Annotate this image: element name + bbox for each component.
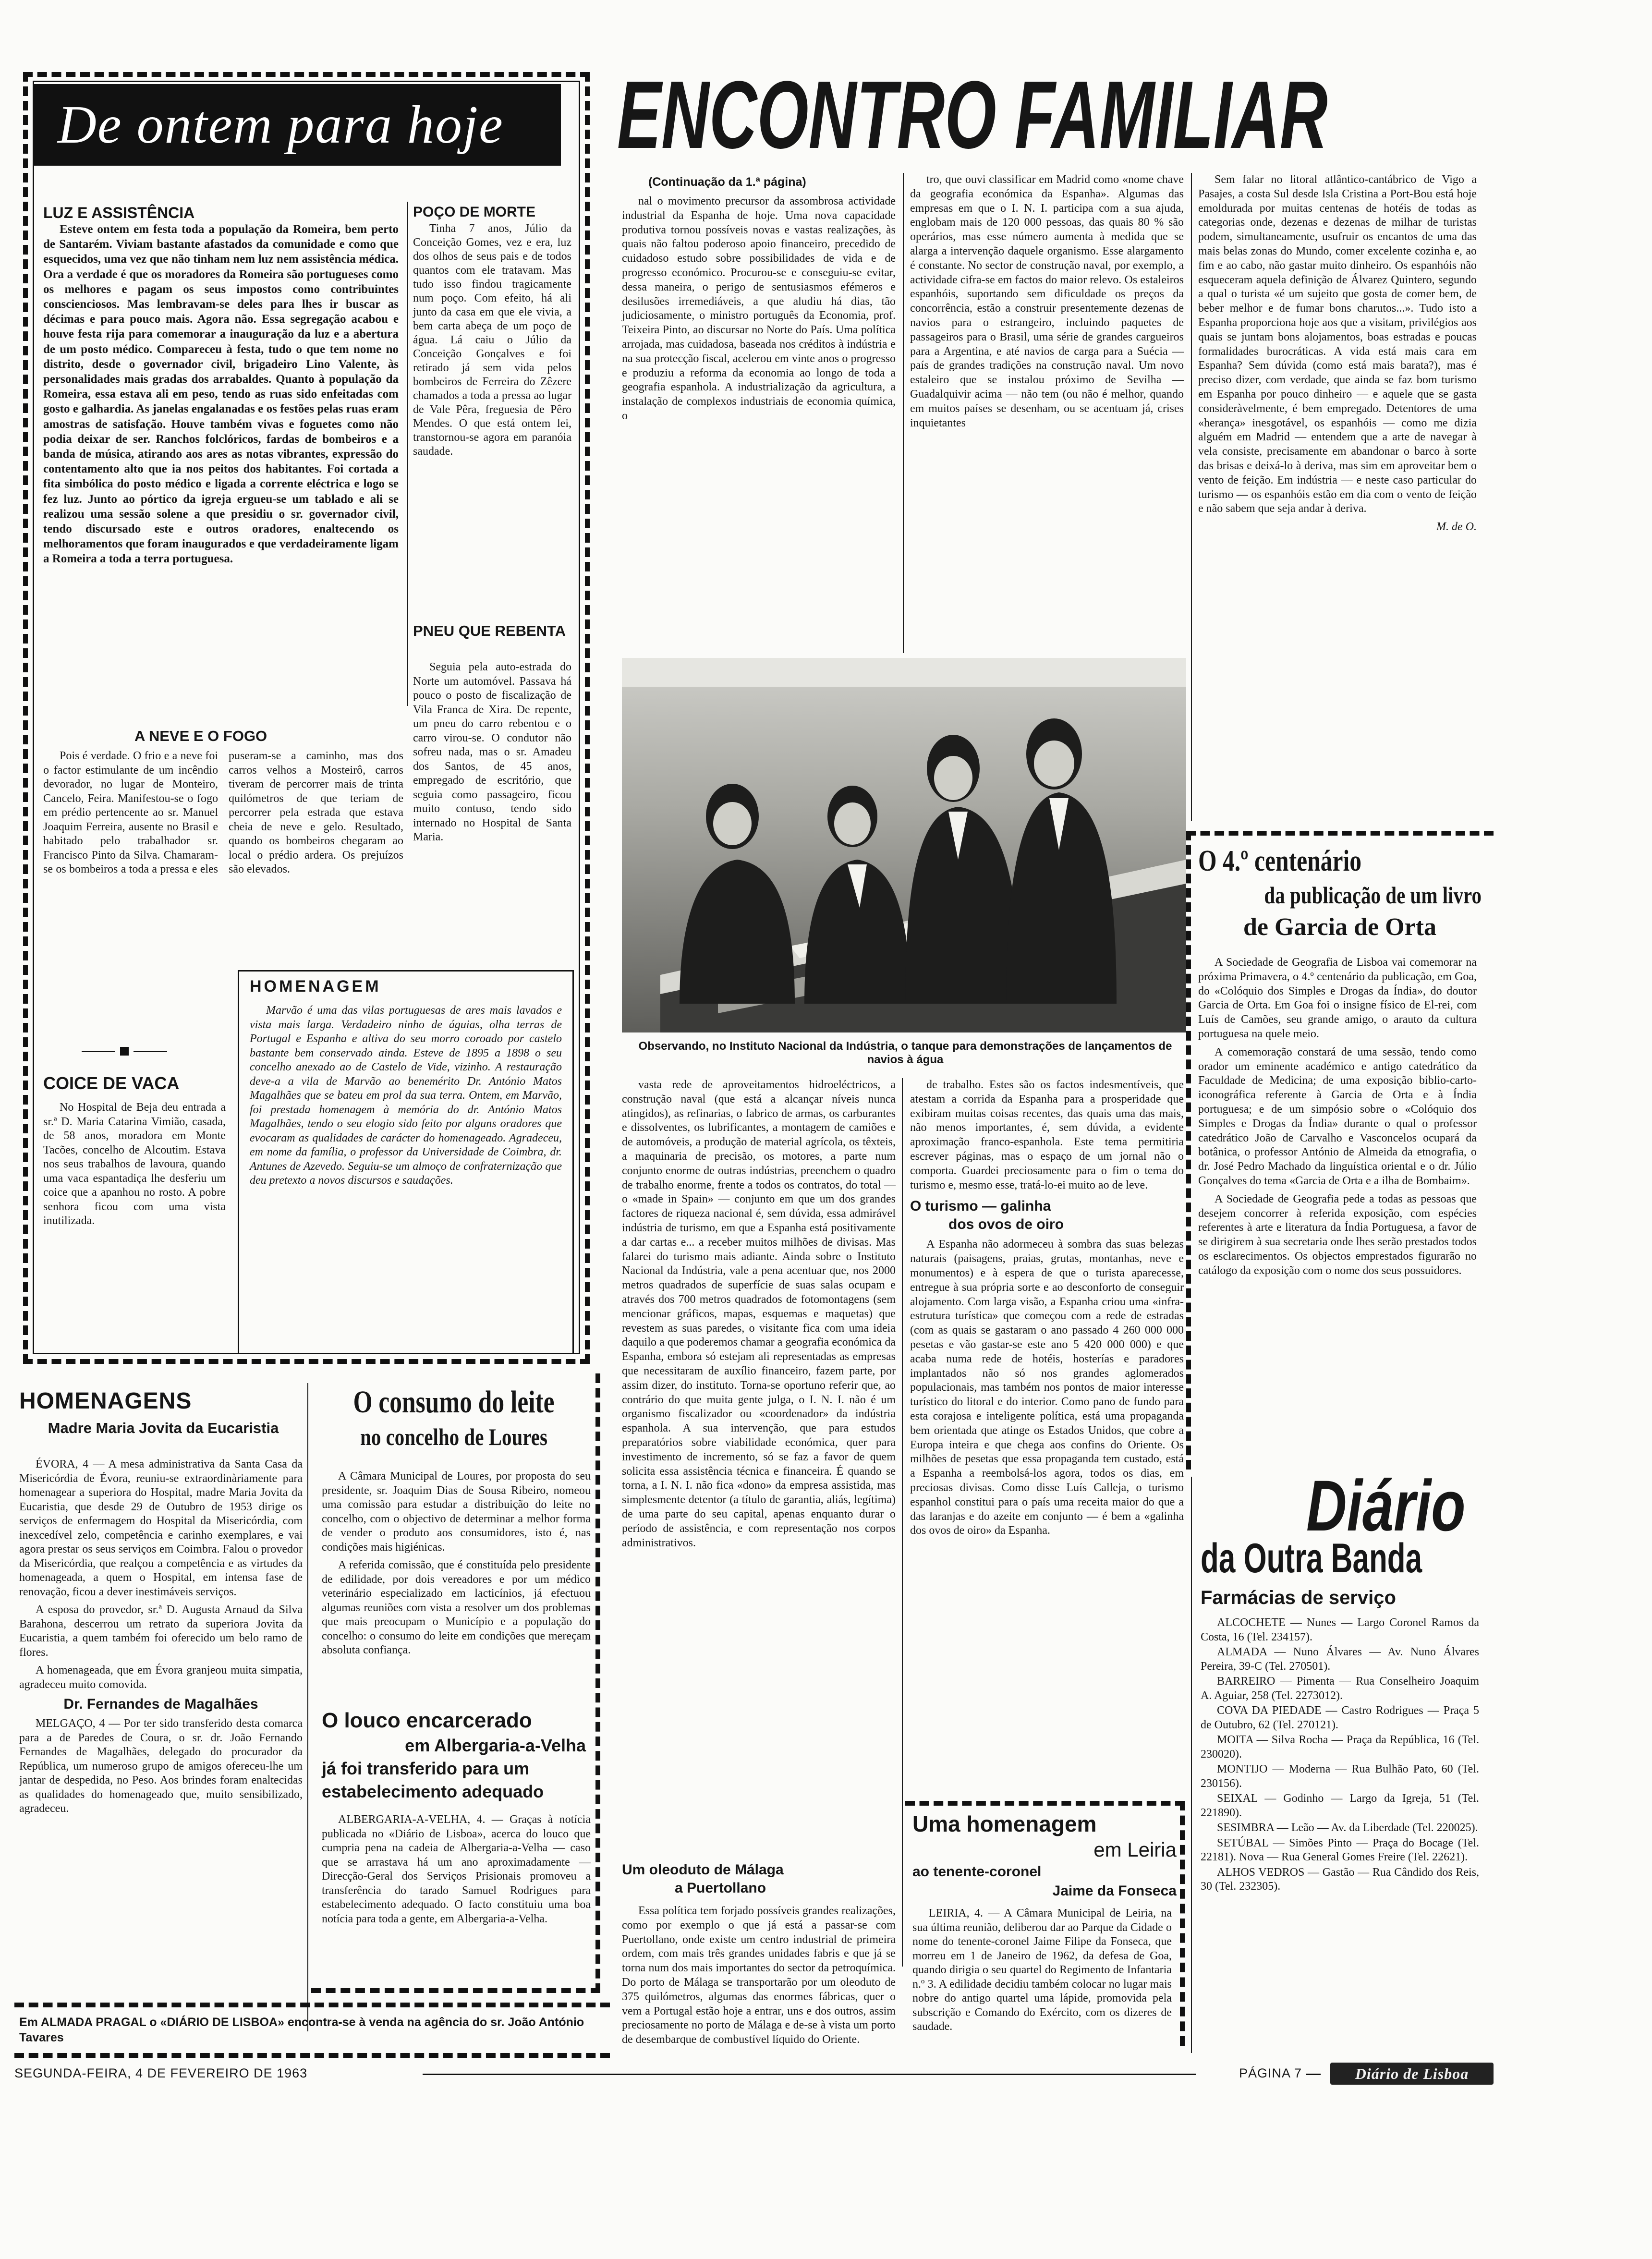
louco-title-line4: estabelecimento adequado [322, 1782, 544, 1801]
encontro-col1-paragraph: nal o movimento precursor da assombrosa actividade industrial da Espanha de hoje. Uma nova capacidade produtiva tornou possíveis novas e vastas realizações, às quais não faltou poderoso apoio financeiro, precedido de cuidadoso estudo sobre possibilidades de vida e de progresso económico. Procurou-se e conseguiu-se evitar, dessa maneira, o perigo de sentusiasmos efémeros e desilusões irremediáveis, a que aludiu há dias, tão judiciosamente, o ministro português da Economia, prof. Teixeira Pinto, ao discursar no Norte do País. Uma política arrojada, mas cuidadosa, baseada nos créditos à indústria e na sua protecção fiscal, acelerou em vinte anos o progresso e produziu a reforma da economia ao longo de toda a geografia espanhola. A industrialização da agricultura, a instalação de complexos industriais de economia química, o [622, 195, 896, 422]
leiria-body [912, 1907, 1172, 2038]
diario-entry: ALMADA — Nuno Álvares — Av. Nuno Álvares Pereira, 39-C (Tel. 270501). [1201, 1646, 1479, 1673]
encontro-col2 [910, 173, 1184, 434]
left-box-title: De ontem para hoje [58, 95, 504, 155]
encontro-col3-paragraph: Sem falar no litoral atlântico-cantábrico de Vigo a Pasajes, a costa Sul desde Isla Cristina a Port-Bou está hoje emoldurada por muitas centenas de hotéis de todas as categorias onde, dezenas e dezenas de milhar de turistas podem, simultaneamente, usufruir os encantos de uma das mais belas zonas do Mundo, comer excelente cozinha e, ao fim e ao cabo, não gastar muito dinheiro. Os espanhóis não esqueceram aquela definição de Álvarez Quintero, segundo a qual o turista «é um sujeito que gosta de comer bem, de beber melhor e de fumar bons charutos...». Tudo isto a Espanha proporciona hoje aos que a visitam, privilégios aos quais se juntam bons alojamentos, boas estradas e poucas formalidades burocráticas. A vida está mais cara em Espanha? Sem dúvida (como está mais barata?), mas é preciso dizer, com verdade, que ainda se faz bom turismo em Espanha por pouco dinheiro — e aquele que se gasta consideràvelmente, é bem empregado. Detentores de uma «herança» inesgotável, os espanhóis — como me dizia alguém em Madrid — entendem que a arte de navegar à vela consiste, precisamente em abandonar o barco à sorte das brisas e deixá-lo à deriva, mas sim em aproveitar bem o vento de feição. Em indústria — e neste caso particular do turismo — os espanhóis estão em dia com o vento de feição e não sabem que seja andar à deriva. [1198, 173, 1477, 515]
homenagem-box-paragraph: Marvão é uma das vilas portuguesas de ares mais lavados e vista mais larga. Verdadeiro ninho de águias, olha terras de Portugal e Espanha e altiva do seu morro coroado por castelo bastante bem conservado ainda. Esteve de 1895 a 1898 o seu concelho anexado ao de Castelo de Vide, vizinho. A restauração deve-a a vila de Marvão ao benemérito Dr. António Matos Magalhães que se bateu em prol da sua terra. Ontem, em Marvão, foi prestada homenagem à memória do dr. António Matos Magalhães, tendo o seu elogio sido feito por alguns oradores que evocaram as qualidades de carácter do homenageado. Agradeceu, em nome da família, o professor da Universidade de Coimbra, dr. Antunes de Azevedo. Seguiu-se um almoço de confraternização que deu pretexto a novos discursos e saudações. [250, 1004, 562, 1187]
coice-separator [82, 1047, 168, 1056]
homenagens-heading: HOMENAGENS [19, 1388, 192, 1414]
homenagens-p3: A homenageada, que em Évora granjeou muita simpatia, agradeceu muito comovida. [19, 1664, 303, 1691]
pneu-body [413, 660, 571, 849]
oleoduto-heading-line2: a Puertollano [675, 1880, 766, 1896]
almada-notice-rule-top [14, 2003, 610, 2012]
pneu-heading [413, 622, 567, 640]
garcia-title [1198, 843, 1482, 944]
photo-caption: Observando, no Instituto Nacional da Indústria, o tanque para demonstrações de lançamentos de navios à água [638, 1040, 1172, 1066]
diario-entry: COVA DA PIEDADE — Castro Rodrigues — Praça 5 de Outubro, 62 (Tel. 270121). [1201, 1704, 1479, 1731]
almada-notice-rule-bottom [14, 2053, 610, 2063]
diario-top-rule [1191, 1477, 1192, 2053]
footer-masthead-text: Diário de Lisboa [1355, 2065, 1469, 2082]
oleoduto-heading-line1: Um oleoduto de Málaga [622, 1862, 784, 1878]
leite-title-line1: O consumo do leite [353, 1385, 555, 1420]
diario-entry: ALCOCHETE — Nunes — Largo Coronel Ramos da Costa, 16 (Tel. 234157). [1201, 1616, 1479, 1643]
encontro-rule-1 [903, 173, 904, 653]
leiria-title-line4: Jaime da Fonseca [1052, 1883, 1177, 1899]
louco-title [322, 1707, 595, 1803]
coice-paragraph: No Hospital de Beja deu entrada a sr.ª D. Maria Catarina Vimião, casada, de 58 anos, moradora em Monte Tacões, concelho de Alcoutim. Estava nos seus trabalhos de lavoura, quando uma vaca espantadiça lhe desferiu um coice que a apanhou no rosto. A pobre senhora ficou com uma vista inutilizada. [43, 1101, 226, 1227]
footer-page: PÁGINA 7 [1239, 2066, 1302, 2080]
industry-photo [622, 658, 1186, 1032]
homenagens-sub2: Dr. Fernandes de Magalhães [63, 1696, 258, 1712]
neve-body [43, 749, 403, 879]
homenagens-sub1-text: Madre Maria Jovita da Eucaristia [48, 1420, 279, 1436]
luz-column-rule [407, 202, 408, 706]
diario-entry: ALHOS VEDROS — Gastão — Rua Cândido dos Reis, 30 (Tel. 232305). [1201, 1866, 1479, 1893]
garcia-title-line3: de Garcia de Orta [1243, 913, 1436, 941]
encontro-title-text: ENCONTRO FAMILIAR [617, 67, 1328, 163]
diario-entry: SEIXAL — Godinho — Largo da Igreja, 51 (Tel. 221890). [1201, 1792, 1479, 1819]
diario-title [1306, 1470, 1498, 1542]
pneu-paragraph: Seguia pela auto-estrada do Norte um automóvel. Passava há pouco o posto de fiscalização de Vila Franca de Xira. De repente, um pneu do carro rebentou e o carro virou-se. O condutor não sofreu nada, mas o sr. Amadeu dos Santos, de 45 anos, empregado de escritório, que seguia como passageiro, ficou muito contuso, tendo sido internado no Hospital de Santa Maria. [413, 661, 571, 843]
neve-paragraph: Pois é verdade. O frio e a neve foi o factor estimulante de um incêndio devorador, no lugar de Monteiro, Cancelo, Feira. Manifestou-se o fogo em prédio pertencente ao sr. Manuel Joaquim Ferreira, ausente no Brasil e habitado pelo trabalhador sr. Francisco Pinto da Silva. Chamaram-se os bombeiros a toda a pressa e eles puseram-se a caminho, mas dos carros velhos a Mosteirô, carros tiveram de percorrer mais de trinta quilómetros de que teriam de percorrer pela estrada que estava cheia de neve e gelo. Resultado, quando os bombeiros chegaram ao local o prédio ardera. Os prejuízos são elevados. [43, 750, 403, 875]
homenagens-p1: ÉVORA, 4 — A mesa administrativa da Santa Casa da Misericórdia de Évora, reuniu-se extraordinàriamente para homenagear a superiora do Hospital, madre Maria Jovita da Eucaristia, que desde 29 de Outubro de 1953 dirige os serviços de enfermagem do Hospital da Misericórdia, com inexcedível zelo, competência e carinho exemplares, e vai agora prestar os seus serviços em Coimbra. Falou o provedor da Misericórdia, que realçou a competência e as virtudes da homenageada, a quem o Hospital, em intensa fase de renovação, ficou a dever inestimáveis serviços. [19, 1458, 303, 1598]
leiria-title-line3: ao tenente-coronel [912, 1864, 1042, 1880]
diario-subtitle [1201, 1534, 1489, 1582]
diario-entry: MONTIJO — Moderna — Rua Bulhão Pato, 60 (Tel. 230156). [1201, 1763, 1479, 1790]
garcia-p3: A Sociedade de Geografia pede a todas as pessoas que desejem concorrer à referida exposição, com espécies referentes à arte e literatura da Índia Portuguesa, a favor de se dirigirem à sua secretaria onde lhes serão prestados todos os esclarecimentos. Os objectos emprestados figurarão no catálogo da exposição com o nome dos seus possuidores. [1198, 1192, 1477, 1277]
garcia-p2: A comemoração constará de uma sessão, tendo como orador um eminente académico e antigo catedrático da Faculdade de Medicina; de uma exposição biblio-carto-iconográfica referente à Garcia de Orta e à Índia portuguesa; e de um simpósio sobre o «Colóquio dos Simples e Drogas da Índia» durante o qual o professor catedrático João de Carvalho e Vasconcelos ocupará da botânica, o professor António de Almeida da etnografia, o dr. José Pedro Machado da linguística oriental e o dr. Júlio Gonçalves do tema «Garcia de Orta e a ilha de Bombaim». [1198, 1045, 1477, 1187]
oleoduto-paragraph: Essa política tem forjado possíveis grandes realizações, como por exemplo o que já está a passar-se com Puertollano, onde existe um centro industrial de primeira ordem, com mais três grandes unidades fabris e que já se torna num dos mais importantes do sector da petroquímica. Do porto de Málaga se transportarão por um oleoduto de 375 quilómetros, algumas das enormes fábricas, quer o vem a Portugal estão hoje a entrar, uns e dos outros, assim preciosamente no porto de Málaga e de-se à vista um porto de desembarque de combustível líquido do Oriente. [622, 1905, 896, 2046]
garcia-body [1198, 956, 1477, 1282]
garcia-title-line2: da publicação de um livro [1264, 882, 1482, 909]
diario-subtitle-text: da Outra Banda [1201, 1535, 1422, 1581]
encontro-rule-2 [1191, 173, 1192, 821]
encontro-col3 [1198, 173, 1477, 534]
footer-rule-right [1306, 2074, 1321, 2075]
louco-title-line3: já foi transferido para um [322, 1759, 530, 1778]
leiria-title [912, 1810, 1181, 1901]
encontro-continuation: (Continuação da 1.ª página) [648, 175, 806, 189]
diario-title-text: Diário [1306, 1470, 1466, 1542]
diario-entries [1201, 1616, 1479, 1895]
diario-entry: SESIMBRA — Leão — Av. da Liberdade (Tel. 220025). [1217, 1822, 1478, 1834]
poco-paragraph: Tinha 7 anos, Júlio da Conceição Gomes, vez e era, luz dos olhos de seus pais e de todos quantos com ele tratavam. Mas tudo isso findou tragicamente num poço. Com efeito, há ali junto da casa em que ele vivia, a bem carta abeça de um poço de água. Lá caiu o Júlio da Conceição Gonçalves e foi retirado já sem vida pelos bombeiros de Ferreira do Zêzere chamados a toda a pressa ao lugar de Vale Pêra, freguesia de Pêro Mendes. O que está ontem lei, transtornou-se agora em paranóia saudade. [413, 222, 571, 458]
garcia-title-line1: O 4.º centenário [1198, 845, 1362, 877]
leiria-title-line1: Uma homenagem [912, 1811, 1097, 1836]
diario-entry: MOITA — Silva Rocha — Praça da República, 16 (Tel. 230020). [1201, 1734, 1479, 1761]
luz-body [43, 222, 399, 571]
diario-entry: SETÚBAL — Simões Pinto — Praça do Bocage (Tel. 22181). Nova — Rua General Gomes Freire (Tel. 22621). [1201, 1836, 1479, 1863]
leite-title-line2: no concelho de Loures [360, 1423, 547, 1450]
louco-title-line2: em Albergaria-a-Velha [405, 1736, 586, 1755]
footer-rule-left [423, 2074, 1196, 2075]
luz-paragraph: Esteve ontem em festa toda a população da Romeira, bem perto de Santarém. Viviam bastante afastados da comunidade e como que esquecidos, uma vez que não tinham nem luz nem assistência médica. Ora a verdade é que os moradores da Romeira são portugueses como os melhores e pagam os seus impostos como contribuintes conscienciosos. Mas lembravam-se deles para lhes ir buscar as décimas e para pouco mais. Agora não. Essa segregação acabou e houve festa rija para comemorar a inauguração da luz e a abertura de um posto médico. Compareceu à festa, tudo o que tem nome no distrito, desde o governador civil, brigadeiro Lino Valente, às personalidades mais gradas dos arrabaldes. Quanto à população da Romeira, essa estava ali em peso, tendo as ruas sido enfeitadas com gosto e galhardia. As janelas engalanadas e os festões pelas ruas eram amostras de satisfação. Houve também vivas e foguetes como não podia deixar de ser. Ranchos folclóricos, fardas de bombeiros e a banda de música, atirando aos ares as notas vibrantes, expressão do contentamento alto que ia nos peitos dos habitantes. Foi cortada a fita simbólica do posto médico e ligada a corrente eléctrica e logo se fez luz. Junto ao pórtico da igreja ergueu-se um tablado e ali se realizou uma sessão solene a que presidiu o sr. governador civil, tendo discursado este e outros oradores, enaltecendo os melhoramentos que foram inaugurados e que verdadeiramente ligam a Romeira a toda a terra portuguesa. [43, 223, 399, 566]
turismo-heading-line2: dos ovos de oiro [948, 1216, 1064, 1233]
encontro-col5b-paragraph: A Espanha não adormeceu à sombra das suas belezas naturais (paisagens, praias, grutas, montanhas, neve e monumentos) e à espera de que o turista aparecesse, entregue à sua própria sorte e ao desconforto de conseguir alojamento. Com larga visão, a Espanha criou uma «infra-estrutura turística» que começou com a rede de estradas (com as quais se gastaram o ano passado 4 260 000 000 pesetas e vão gastar-se este ano 5 420 000 000) e que acaba numa rede de hotéis, hosterías e paradores implantados não só nos grandes aglomerados populacionais, mas também nos pontos de maior interesse turístico do litoral e do interior. Como pano de fundo para esta corajosa e inteligente política, está uma propaganda bem orientada que atinge os Estados Unidos, que cobre a Europa inteira e que chega aos confins do Oriente. Os milhões de pesetas que essa propaganda tem custado, está a Espanha a reembolsá-los agora, todos os dias, em preciosas divisas. Como disse Luís Calleja, o turismo espanhol constitui para o país uma receita maior do que a das laranjas e do azeite em conjunto — é bem a «galinha dos ovos de oiro» da Espanha. [910, 1238, 1184, 1537]
homenagem-box-body [250, 1004, 562, 1192]
homenagens-p2: A esposa do provedor, sr.ª D. Augusta Arnaud da Silva Barahona, descerrou um retrato da superiora Jovita da Eucaristia, a quem também foi oferecido um belo ramo de flores. [19, 1603, 303, 1659]
homenagens-p4: MELGAÇO, 4 — Por ter sido transferido desta comarca para a de Paredes de Coura, o sr. dr. João Fernando Fernandes de Magalhães, delegado do procurador da República, um numeroso grupo de amigos ofereceu-lhe um jantar de despedida, no Peso. Aos brindes foram enaltecidas as qualidades do homenageado que, muito sensibilizado, agradeceu. [19, 1717, 303, 1815]
encontro-signature: M. de O. [1436, 521, 1477, 534]
encontro-col1 [622, 194, 896, 427]
poco-heading: POÇO DE MORTE [413, 204, 536, 220]
encontro-col4-paragraph: vasta rede de aproveitamentos hidroeléctricos, a construção naval (que está a alcançar níveis nunca atingidos), as refinarias, o fabrico de armas, os carburantes e dissolventes, os lubrificantes, a montagem de camiões e de automóveis, a produção de material agrícola, os têxteis, a maquinaria de precisão, os motores, a parte num conjunto enorme de outras indústrias, preenchem o quadro de trabalho enorme, frente a todos os contratos, do total — o «made in Spain» — conjunto em que um dos grandes factores de riqueza nacional é, sem dúvida, essa admirável indústria de turismo, em que a Espanha está positivamente a dar cartas e... a receber muitos milhões de divisas. Mas falarei do turismo mais adiante. Ainda sobre o Instituto Nacional da Indústria, vale a pena acentuar que, nos 2000 metros quadrados de superfície de suas salas ocupam e através dos 700 metros quadrados de fotomontagens (sem mencionar gráficos, mapas, esquemas e maquetas) que revestem as suas paredes, o visitante fica com uma ideia daquilo a que poderemos chamar a geografia económica da Espanha, embora só estejam ali representadas as empresas que necessitaram de auxílio financeiro, fazem parte, por assim dizer, do instituto. Torna-se oportuno referir que, ao contrário do que muita gente julga, o I. N. I. não é um organismo fiscalizador ou «coordenador» da indústria espanhola. A sua intervenção, que para estudos preparatórios sobre viabilidade económica, quer para investimento de incremento, só se faz a favor de quem solicita essa assistência técnica e financeira. É quando se torna, a I. N. I. não fica «dono» da empresa assistida, mas simplesmente detentor (a título de garantia, aliás, legítima) de uma parte do seu capital, apenas enquanto durar o período de assistência, e com representação nos corpos administrativos. [622, 1079, 896, 1549]
encontro-col2-paragraph: tro, que ouvi classificar em Madrid como «nome chave da geografia económica da Espanha». Algumas das empresas em que o I. N. I. participa com a sua ajuda, englobam mais de 120 000 pessoas, das quais 80 % são operários, mas esse número aumenta à medida que se alarga a intervenção daquele organismo. Esse alargamento é constante. No sector de construção naval, por exemplo, a actividade cifra-se em factos do maior relevo. Os estaleiros espanhóis, suportando sem dificuldade os preços da concorrência, estão a construir presentemente dezenas de navios para o estrangeiro, incluindo paquetes de passageiros para o Brasil, uma série de grandes cargueiros para a Argentina, e até navios de carga para a Suécia — país de grandes tradições na construção naval. Um novo estaleiro que se instalou próximo de Sevilha — Guadalquivir acima — não tem (ou não é melhor, quando em muitos países se desenham, ou se acentuam já, crises inquietantes [910, 173, 1184, 429]
louco-paragraph: ALBERGARIA-A-VELHA, 4. — Graças à notícia publicada no «Diário de Lisboa», acerca do louco que cumpria pena na cadeia de Albergaria-a-Velha — caso que se arrastava há um ano aproximadamente — Direcção-Geral dos Serviços Prisionais promoveu a transferência do tarado Samuel Rodrigues para estabelecimento adequado. O facto constituiu uma boa notícia para toda a gente, em Albergaria-a-Velha. [322, 1813, 591, 1925]
homenagens-sub1 [38, 1419, 288, 1437]
homenagens-body [19, 1457, 303, 1820]
encontro-col5 [910, 1078, 1184, 1542]
oleoduto-body [622, 1904, 896, 2051]
louco-title-line1: O louco encarcerado [322, 1709, 532, 1732]
leiria-paragraph: LEIRIA, 4. — A Câmara Municipal de Leiria, na sua última reunião, deliberou dar ao Parque da Cidade o nome do tenente-coronel Jaime Filipe da Fonseca, que morreu em 1 de Janeiro de 1962, da defesa de Goa, quando dirigia o seu quartel do Regimento de Infantaria n.º 3. A edilidade decidiu também colocar no lugar mais nobre do antigo quartel uma lápide, promovida pela subscrição e Comando do Exército, com os dizeres de saudade. [912, 1907, 1172, 2033]
homenagens-column-rule [307, 1383, 308, 2031]
leite-p2: A referida comissão, que é constituída pelo presidente de edilidade, por dois vereadores e por um médico veterinário especializado em lacticínios, já efectuou algumas reuniões com vista a resolver um dos problemas que mais preocupam o Município e a população do concelho: o consumo do leite em condições que mereçam absoluta confiança. [322, 1559, 591, 1656]
footer-date: SEGUNDA-FEIRA, 4 DE FEVEREIRO DE 1963 [14, 2066, 308, 2080]
encontro-col4 [622, 1078, 896, 1554]
diario-entry: BARREIRO — Pimenta — Rua Conselheiro Joaquim A. Aguiar, 258 (Tel. 2273012). [1201, 1675, 1479, 1702]
leite-body [322, 1470, 591, 1662]
coice-body [43, 1101, 226, 1232]
pneu-heading-text: PNEU QUE REBENTA [413, 622, 566, 639]
almada-notice: Em ALMADA PRAGAL o «DIÁRIO DE LISBOA» encontra-se à venda na agência do sr. João António Tavares [19, 2016, 584, 2044]
leiria-title-line2: em Leiria [1093, 1838, 1177, 1861]
poco-body [413, 222, 571, 462]
coice-heading: COICE DE VACA [43, 1073, 180, 1093]
louco-body [322, 1813, 591, 1930]
neve-heading: A NEVE E O FOGO [134, 728, 267, 744]
leite-p1: A Câmara Municipal de Loures, por proposta do seu presidente, sr. Joaquim Dias de Sousa Ribeiro, nomeou uma comissão para estudar a distribuição do leite no concelho, com o objectivo de determinar a melhor forma de vender o produto aos consumidores, isto é, nas condições mais higiénicas. [322, 1470, 591, 1554]
oleoduto-heading [622, 1861, 896, 1897]
turismo-heading-line1: O turismo — galinha [910, 1198, 1051, 1215]
homenagem-box-heading: HOMENAGEM [250, 977, 381, 996]
footer-masthead-logo [1330, 2063, 1494, 2085]
luz-heading: LUZ E ASSISTÊNCIA [43, 204, 195, 221]
encontro-rule-3 [902, 1078, 903, 1967]
diario-section: Farmácias de serviço [1201, 1587, 1396, 1608]
garcia-p1: A Sociedade de Geografia de Lisboa vai comemorar na próxima Primavera, o 4.º centenário da publicação, em Goa, do «Colóquio dos Simples e Drogas da Índia», do doutor Garcia de Orta. Em Goa foi o insigne físico de El-rei, com Luís de Camões, seu grande amigo, o arauto da cultura portuguesa na quele meio. [1198, 956, 1477, 1040]
leite-title [317, 1383, 591, 1452]
encontro-title [617, 67, 1544, 163]
industry-photo-illustration [622, 658, 1186, 1032]
encontro-col5-paragraph: de trabalho. Estes são os factos indesmentíveis, que atestam a corrida da Espanha para a prosperidade que exibiram muitas coisas recentes, das quais uma das mais, não menos importantes, é, sem dúvida, a evidente aproximação franco-espanhola. Este tema permitiria escrever páginas, mas o espaço de um jornal não o comporta. Guardei preciosamente para o fim o tema do turismo e, mesmo esse, tratá-lo-ei muito ao de leve. [910, 1079, 1184, 1191]
turismo-heading [910, 1197, 1184, 1234]
